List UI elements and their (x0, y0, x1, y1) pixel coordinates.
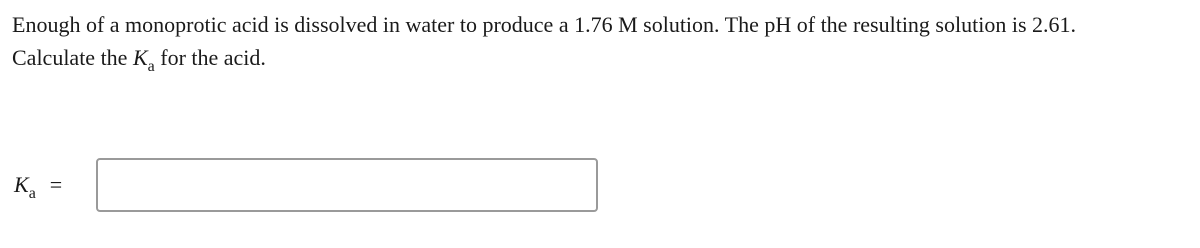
question-text (12, 8, 1192, 74)
answer-subscript: a (28, 185, 36, 202)
question-line-1: Enough of a monoprotic acid is dissolved in water to produce a 1.76 M solution. The pH of the resulting solution is 2.61. (12, 12, 1077, 37)
answer-symbol: K (14, 172, 29, 197)
ka-answer-input[interactable] (96, 158, 598, 212)
question-line-2-after: for the acid. (154, 45, 266, 70)
answer-row (14, 158, 62, 212)
ka-subscript: a (147, 58, 155, 75)
answer-label (14, 172, 36, 202)
ka-symbol (132, 45, 155, 75)
question-line-2-before: Calculate the (12, 45, 133, 70)
equals-sign: = (49, 172, 63, 197)
ka-symbol-letter: K (132, 45, 148, 70)
question-line-2 (12, 41, 1192, 74)
